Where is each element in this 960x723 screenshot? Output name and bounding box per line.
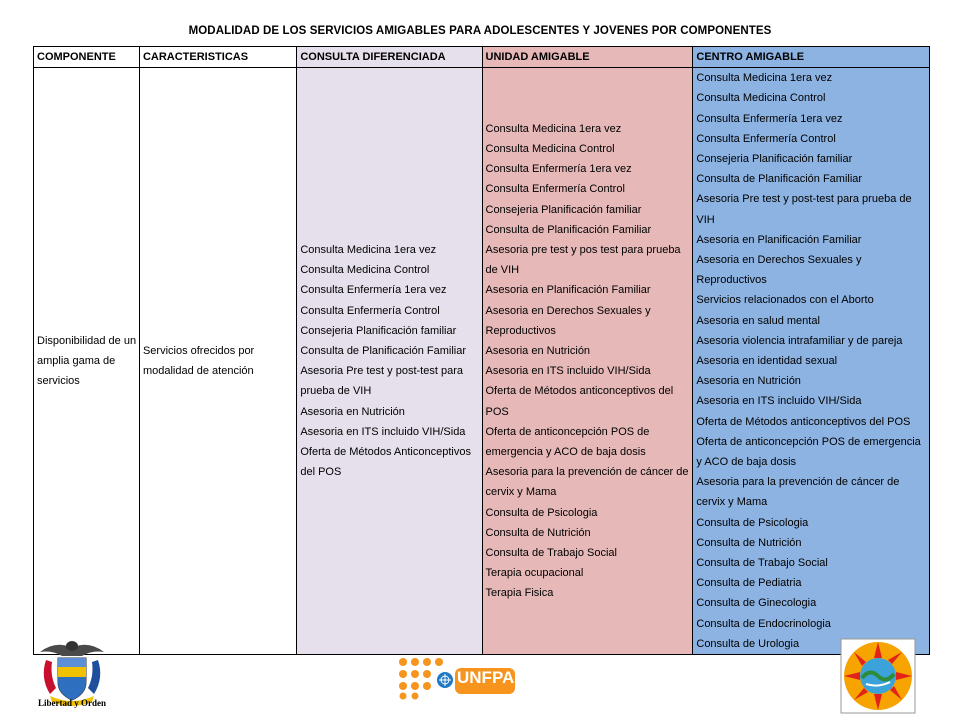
list-item: Consulta de Urologia bbox=[696, 637, 800, 650]
list-item: Consejeria Planificación familiar bbox=[300, 324, 457, 337]
list-item: Consulta Enfermería 1era vez bbox=[696, 112, 843, 125]
list-item: Asesoria en Planificación Familiar bbox=[696, 233, 862, 246]
list-item: Asesoria Pre test y post-test para prueba de VIH bbox=[696, 193, 912, 226]
list-item: Consulta Medicina 1era vez bbox=[485, 122, 622, 135]
cell-consulta-diferenciada bbox=[297, 68, 482, 655]
list-item: Asesoria en Nutrición bbox=[485, 344, 591, 357]
sunburst-emblem-icon bbox=[840, 638, 916, 714]
header-unidad-amigable: UNIDAD AMIGABLE bbox=[482, 47, 693, 68]
list-item: Consejeria Planificación familiar bbox=[696, 153, 853, 166]
list-item: Asesoria para la prevención de cáncer de cervix y Mama bbox=[696, 476, 900, 509]
list-item: Consulta de Trabajo Social bbox=[485, 546, 617, 559]
header-centro-amigable: CENTRO AMIGABLE bbox=[693, 47, 930, 68]
list-item: Consulta Medicina 1era vez bbox=[300, 243, 437, 256]
list-item: Servicios relacionados con el Aborto bbox=[696, 294, 874, 307]
list-item: Consejeria Planificación familiar bbox=[485, 203, 642, 216]
header-componente: COMPONENTE bbox=[34, 47, 140, 68]
cell-caracteristicas: Servicios ofrecidos por modalidad de atención bbox=[139, 68, 296, 655]
list-item: Asesoria en ITS incluido VIH/Sida bbox=[300, 425, 466, 438]
unfpa-wordmark: UNFPA bbox=[457, 668, 515, 687]
list-item: Oferta de anticoncepción POS de emergencia y ACO de baja dosis bbox=[485, 425, 650, 458]
list-item: Consulta Enfermería Control bbox=[300, 304, 440, 317]
list-item: Consulta de Planificación Familiar bbox=[300, 344, 467, 357]
list-item: Asesoria en ITS incluido VIH/Sida bbox=[485, 365, 651, 378]
cell-unidad-amigable bbox=[482, 68, 693, 655]
cell-centro-amigable bbox=[693, 68, 930, 655]
list-item: Consulta de Endocrinologia bbox=[696, 617, 831, 630]
unidad-service-list bbox=[486, 119, 691, 604]
list-item: Terapia Fisica bbox=[485, 587, 554, 600]
list-item: Asesoria pre test y pos test para prueba de VIH bbox=[485, 243, 681, 277]
footer-logos bbox=[0, 628, 960, 720]
list-item: Asesoria en identidad sexual bbox=[696, 355, 838, 368]
list-item: Asesoria en Derechos Sexuales y Reproductivos bbox=[696, 254, 862, 287]
list-item: Consulta Enfermería 1era vez bbox=[485, 163, 632, 176]
list-item: Asesoria en Nutrición bbox=[696, 375, 801, 388]
list-item: Consulta de Psicologia bbox=[485, 506, 598, 519]
list-item: Terapia ocupacional bbox=[485, 567, 584, 580]
list-item: Consulta de Trabajo Social bbox=[696, 557, 828, 570]
list-item: Consulta Medicina Control bbox=[696, 92, 826, 105]
list-item: Asesoria Pre test y post-test para prueba de VIH bbox=[300, 365, 463, 398]
list-item: Oferta de anticoncepción POS de emergencia y ACO de baja dosis bbox=[696, 435, 921, 469]
list-item: Asesoria en salud mental bbox=[696, 314, 820, 327]
list-item: Consulta de Planificación Familiar bbox=[696, 173, 863, 186]
list-item: Oferta de Métodos Anticonceptivos del POS bbox=[300, 445, 471, 479]
list-item: Consulta de Ginecologia bbox=[696, 597, 817, 610]
list-item: Oferta de Métodos anticonceptivos del POS bbox=[485, 385, 674, 418]
list-item: Consulta Enfermería Control bbox=[485, 183, 625, 196]
list-item: Consulta Enfermería Control bbox=[696, 132, 836, 145]
page-title: MODALIDAD DE LOS SERVICIOS AMIGABLES PARA ADOLESCENTES Y JOVENES POR COMPONENTES bbox=[188, 25, 772, 37]
list-item: Asesoria en Derechos Sexuales y Reproductivos bbox=[485, 304, 651, 337]
list-item: Consulta Medicina Control bbox=[300, 264, 430, 277]
list-item: Oferta de Métodos anticonceptivos del POS bbox=[696, 415, 911, 428]
list-item: Consulta de Nutrición bbox=[696, 536, 802, 549]
list-item: Consulta Medicina 1era vez bbox=[696, 72, 833, 85]
consulta-service-list bbox=[300, 240, 479, 482]
cell-componente: Disponibilidad de un amplia gama de servicios bbox=[34, 68, 140, 655]
header-caracteristicas: CARACTERISTICAS bbox=[139, 47, 296, 68]
list-item: Consulta de Planificación Familiar bbox=[485, 223, 652, 236]
list-item: Asesoria en ITS incluido VIH/Sida bbox=[696, 395, 862, 408]
list-item: Asesoria en Nutrición bbox=[300, 405, 405, 418]
header-consulta-diferenciada: CONSULTA DIFERENCIADA bbox=[297, 47, 482, 68]
centro-service-list bbox=[696, 68, 927, 654]
list-item: Consulta de Psicologia bbox=[696, 516, 809, 529]
list-item: Asesoria violencia intrafamiliar y de pareja bbox=[696, 334, 903, 347]
list-item: Consulta Medicina Control bbox=[485, 142, 615, 155]
list-item: Asesoria para la prevención de cáncer de cervix y Mama bbox=[485, 466, 689, 499]
services-table bbox=[33, 46, 930, 655]
colombia-motto: Libertad y Orden bbox=[37, 698, 106, 708]
table-row bbox=[34, 68, 930, 655]
list-item: Consulta Enfermería 1era vez bbox=[300, 284, 447, 297]
list-item: Consulta de Pediatria bbox=[696, 577, 802, 590]
list-item: Asesoria en Planificación Familiar bbox=[485, 284, 651, 297]
table-header-row bbox=[34, 47, 930, 68]
list-item: Consulta de Nutrición bbox=[485, 526, 591, 539]
